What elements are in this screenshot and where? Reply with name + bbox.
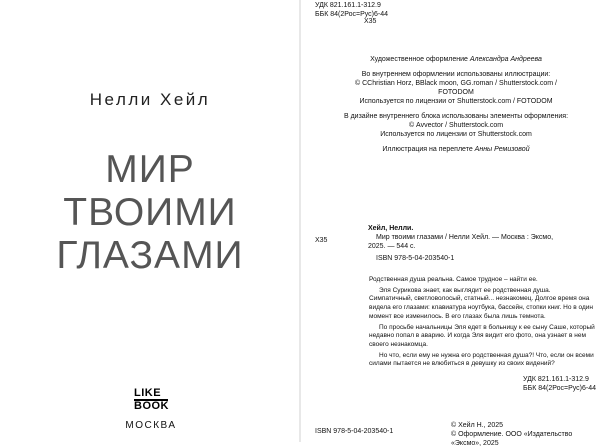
annotation-paragraph: Но что, если ему не нужна его родственная душа?! Что, если он всеми силами пытается не влюбиться в девушку из своих видений? [369, 351, 594, 368]
udk-bottom: УДК 821.161.1-312.9 [523, 376, 589, 383]
block-design-credit: В дизайне внутреннего блока использованы элементы оформления: © Avvector / Shutterstock.com Используется по лицензии от Shutterstock.com [343, 113, 569, 138]
author-mark-top: Х35 [364, 18, 377, 25]
right-page [301, 0, 600, 447]
top-classification [315, 1, 388, 19]
catalog-author: Хейл, Нелли. [368, 225, 414, 232]
book-author: Нелли Хейл [89, 90, 211, 109]
annotation-paragraph: Эля Сурикова знает, как выглядит ее родственная душа. Симпатичный, светловолосый, статный... незнакомец. Долгое время она видела его глазами: клавиатура ноутбука, бассейн, стопки книг. Но в один момент все изменилось. В его глазах была лишь темнота. [369, 286, 593, 320]
title-line-2: ТВОИМИ [63, 191, 237, 234]
title-line-3: ГЛАЗАМИ [56, 234, 244, 277]
udk-top: УДК 821.161.1-312.9 [315, 2, 381, 9]
catalog-bib-line-1: Мир твоими глазами / Нелли Хейл. — Москва : Эксмо, [376, 234, 554, 241]
cover-illustration-credit: Иллюстрация на переплете Анны Ремизовой [382, 146, 530, 153]
design-credits [341, 55, 571, 160]
author-mark: Х35 [315, 237, 328, 244]
bbk-bottom: ББК 84(2Рос=Рус)6-44 [523, 385, 596, 392]
logo-line-1: LIKE [134, 387, 162, 399]
bottom-classification [523, 375, 596, 393]
copyright-author: © Хейл Н., 2025 [451, 422, 504, 429]
publisher-logo [134, 388, 168, 412]
book-title [20, 148, 280, 277]
publisher-city: МОСКВА [125, 420, 177, 431]
illustrations-credit: Во внутреннем оформлении использованы иллюстрации: © CChristian Horz, BBlack moon, GG.roman / Shutterstock.com / FOTODOM Используется по лицензии от Shutterstock.com / FOTODOM [355, 71, 557, 105]
design-credit: Художественное оформление Александра Андреева [370, 56, 542, 63]
left-page [0, 0, 299, 442]
isbn-bottom: ISBN 978-5-04-203540-1 [315, 428, 394, 435]
catalog-bib-line-2: 2025. — 544 с. [368, 243, 416, 250]
copyright-publisher: © Оформление. ООО «Издательство «Эксмо», 2025 [451, 431, 573, 447]
annotation-paragraph: Родственная душа реальна. Самое трудное – найти ее. [369, 276, 538, 283]
annotation-paragraph: По просьбе начальницы Эля едет в больницу к ее сыну Саше, который недавно попал в аварию. И когда Эля видит его фото, она узнает в нем своего незнакомца. [369, 323, 595, 348]
logo-line-2: BOOK [134, 399, 169, 412]
annotation [369, 276, 595, 371]
catalog-isbn: ISBN 978-5-04-203540-1 [376, 255, 455, 262]
copyright-block [451, 421, 599, 448]
title-line-1: МИР [105, 148, 195, 191]
catalog-entry [368, 224, 593, 263]
bbk-top: ББК 84(2Рос=Рус)6-44 [315, 11, 388, 18]
